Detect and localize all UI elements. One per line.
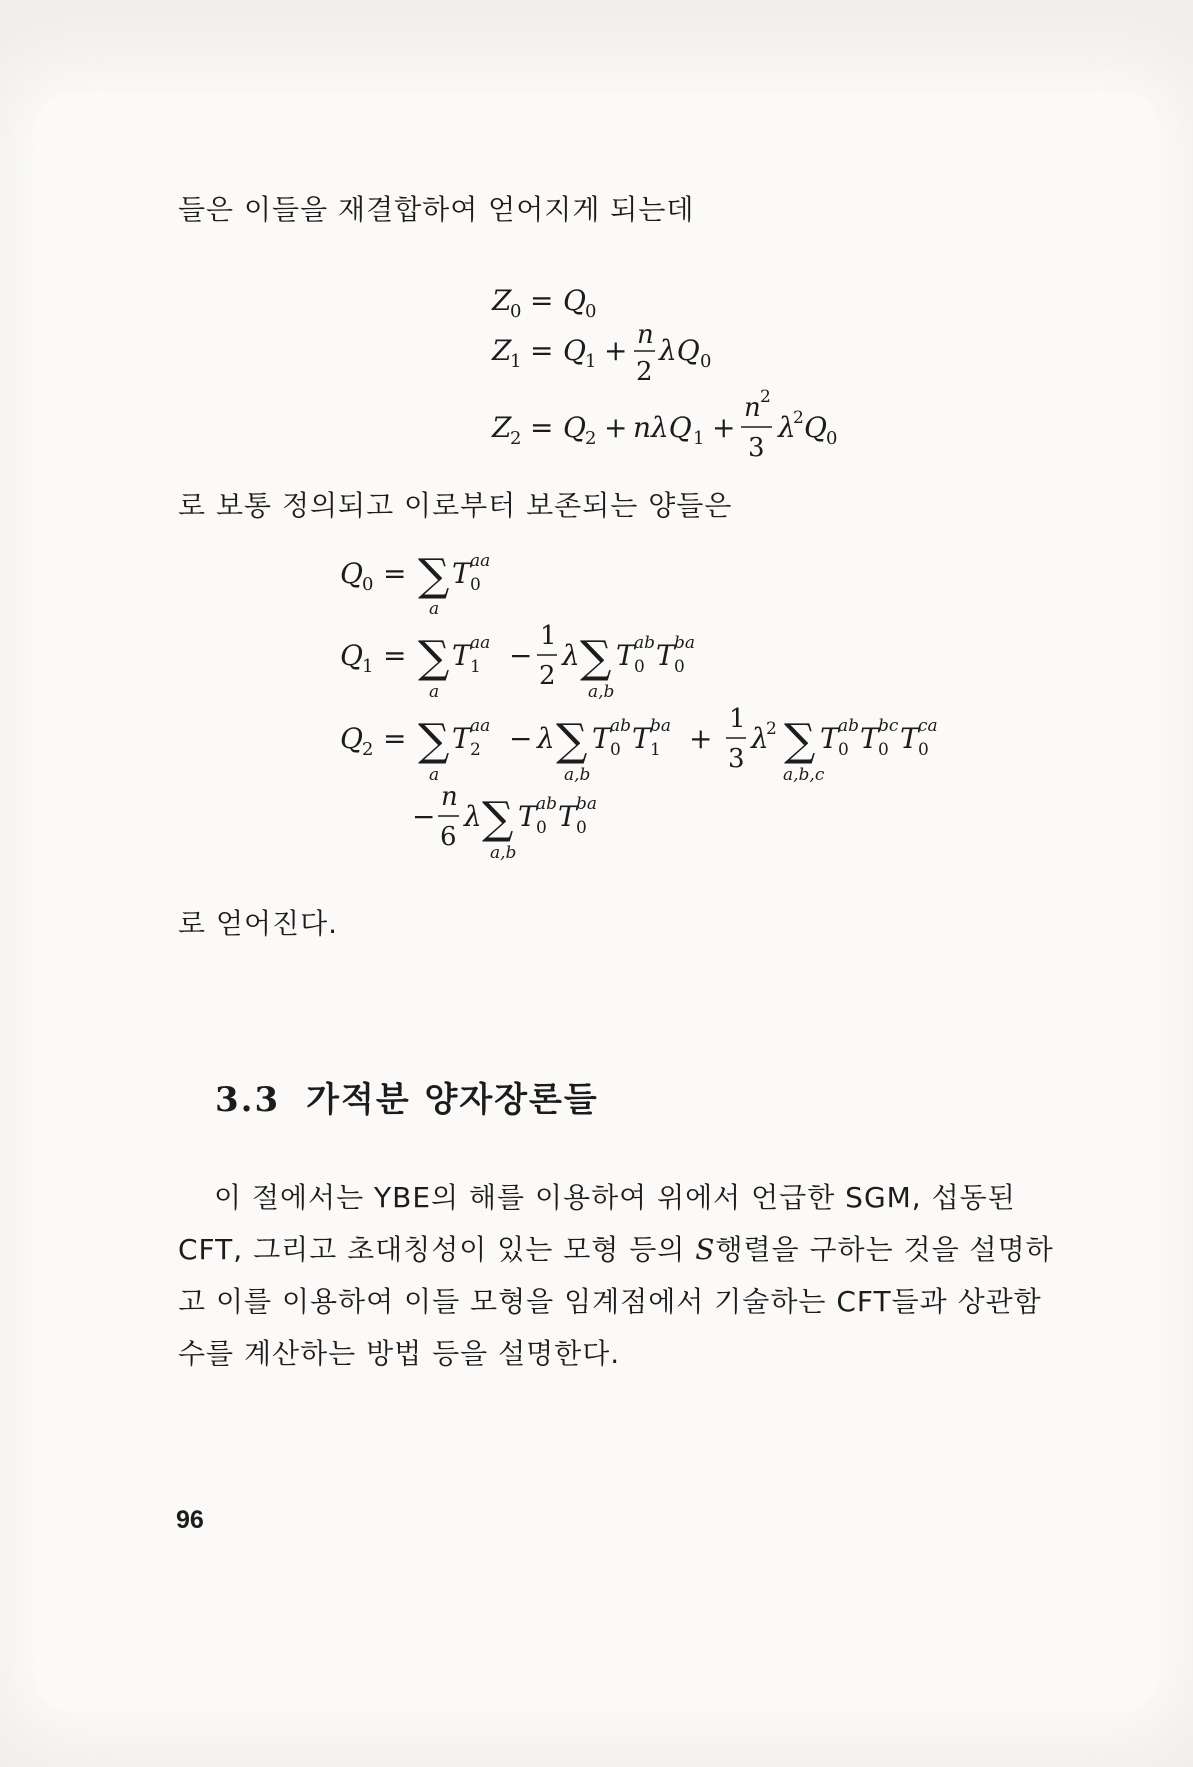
svg-text:λ: λ <box>537 722 555 755</box>
svg-text:Z: Z <box>492 411 512 444</box>
svg-text:0: 0 <box>838 740 849 760</box>
svg-text:Q: Q <box>340 639 363 672</box>
svg-text:aa: aa <box>470 716 491 736</box>
svg-text:T: T <box>518 800 537 833</box>
svg-text:+: + <box>689 722 713 755</box>
svg-text:1: 1 <box>585 351 597 372</box>
svg-text:λ: λ <box>464 800 482 833</box>
svg-text:∑: ∑ <box>418 550 450 601</box>
equation-q2-line2 <box>412 782 597 863</box>
equation-q1 <box>340 621 695 702</box>
svg-text:+: + <box>604 411 628 444</box>
svg-text:λ: λ <box>562 639 580 672</box>
svg-text:2: 2 <box>585 428 597 449</box>
svg-text:2: 2 <box>362 739 374 760</box>
svg-text:ab: ab <box>610 716 632 736</box>
svg-text:n: n <box>637 320 654 350</box>
page-number: 96 <box>176 1506 204 1534</box>
svg-text:a,b: a,b <box>588 682 615 702</box>
svg-text:=: = <box>383 557 407 590</box>
svg-text:1: 1 <box>729 704 746 734</box>
svg-text:aa: aa <box>470 633 491 653</box>
svg-text:0: 0 <box>674 657 685 677</box>
svg-text:0: 0 <box>470 575 481 595</box>
equation-z0 <box>491 284 596 322</box>
svg-text:a,b,c: a,b,c <box>783 765 825 785</box>
s-matrix-symbol: S <box>695 1233 716 1266</box>
svg-text:∑: ∑ <box>556 715 588 766</box>
svg-text:Z: Z <box>492 334 512 367</box>
section-title: 가적분 양자장론들 <box>306 1080 599 1120</box>
paragraph-part-1: 이 절에서는 YBE의 해를 이용하여 위에서 언급한 SGM, 섭동된 CFT, 그리고 초대칭성이 있는 모형 등의 <box>178 1181 1016 1266</box>
svg-text:−: − <box>412 800 436 833</box>
svg-text:2: 2 <box>470 740 481 760</box>
svg-text:6: 6 <box>440 822 457 852</box>
svg-text:Q: Q <box>563 411 586 444</box>
svg-text:0: 0 <box>918 740 929 760</box>
svg-text:a: a <box>429 682 440 702</box>
svg-text:λ: λ <box>778 411 796 444</box>
svg-text:0: 0 <box>536 818 547 838</box>
svg-text:∑: ∑ <box>418 632 450 683</box>
end-line: 로 얻어진다. <box>178 907 339 940</box>
svg-text:0: 0 <box>510 301 522 322</box>
svg-text:0: 0 <box>826 428 838 449</box>
svg-text:ab: ab <box>634 633 656 653</box>
svg-text:ba: ba <box>576 794 598 814</box>
svg-text:2: 2 <box>539 661 556 691</box>
svg-text:1: 1 <box>362 656 374 677</box>
svg-text:1: 1 <box>510 351 522 372</box>
svg-text:ab: ab <box>536 794 558 814</box>
svg-text:λ: λ <box>751 722 769 755</box>
svg-text:bc: bc <box>878 716 899 736</box>
svg-text:3: 3 <box>748 433 765 463</box>
equation-z1 <box>491 320 711 387</box>
svg-text:1: 1 <box>693 428 705 449</box>
svg-text:T: T <box>860 722 879 755</box>
svg-text:ab: ab <box>838 716 860 736</box>
svg-text:T: T <box>452 722 471 755</box>
svg-text:λQ: λQ <box>659 334 700 367</box>
svg-text:−: − <box>509 639 533 672</box>
svg-text:=: = <box>530 411 554 444</box>
mid-line: 로 보통 정의되고 이로부터 보존되는 양들은 <box>178 489 733 522</box>
svg-text:1: 1 <box>540 621 557 651</box>
section-number: 3.3 <box>215 1080 281 1120</box>
svg-text:0: 0 <box>585 301 597 322</box>
svg-text:0: 0 <box>362 574 374 595</box>
svg-text:a: a <box>429 599 440 619</box>
svg-text:T: T <box>592 722 611 755</box>
svg-text:a,b: a,b <box>564 765 591 785</box>
svg-text:Q: Q <box>340 557 363 590</box>
svg-text:1: 1 <box>470 657 481 677</box>
svg-text:=: = <box>383 722 407 755</box>
svg-text:∑: ∑ <box>580 632 612 683</box>
svg-text:=: = <box>530 334 554 367</box>
svg-text:Q: Q <box>563 334 586 367</box>
svg-text:2: 2 <box>510 428 522 449</box>
equation-z2 <box>491 387 837 463</box>
section-heading <box>215 1072 599 1121</box>
intro-line: 들은 이들을 재결합하여 얻어지게 되는데 <box>178 193 695 226</box>
equation-q2-line1 <box>340 704 938 785</box>
svg-text:n: n <box>441 782 458 812</box>
svg-text:+: + <box>712 411 736 444</box>
svg-text:0: 0 <box>878 740 889 760</box>
svg-text:T: T <box>558 800 577 833</box>
svg-text:nλQ: nλQ <box>633 411 692 444</box>
svg-text:0: 0 <box>700 351 712 372</box>
equation-q0 <box>340 550 490 619</box>
svg-text:∑: ∑ <box>418 715 450 766</box>
svg-text:Z: Z <box>492 284 512 317</box>
svg-text:2: 2 <box>760 387 771 407</box>
svg-text:T: T <box>900 722 919 755</box>
svg-text:Q: Q <box>563 284 586 317</box>
svg-text:2: 2 <box>636 357 653 387</box>
svg-text:a,b: a,b <box>490 843 517 863</box>
svg-text:2: 2 <box>793 408 804 428</box>
svg-text:a: a <box>429 765 440 785</box>
svg-text:T: T <box>452 639 471 672</box>
svg-text:=: = <box>530 284 554 317</box>
svg-text:∑: ∑ <box>784 715 816 766</box>
svg-text:1: 1 <box>650 740 661 760</box>
svg-text:3: 3 <box>728 744 745 774</box>
svg-text:0: 0 <box>610 740 621 760</box>
svg-text:0: 0 <box>634 657 645 677</box>
section-paragraph <box>178 1172 1058 1380</box>
svg-text:Q: Q <box>340 722 363 755</box>
paragraph-part-2: 행렬을 구하는 것을 설명하고 이를 이용하여 이들 모형을 임계점에서 기술하는 CFT들과 상관함수를 계산하는 방법 등을 설명한다. <box>178 1233 1054 1370</box>
svg-text:T: T <box>452 557 471 590</box>
svg-text:aa: aa <box>470 551 491 571</box>
svg-text:T: T <box>820 722 839 755</box>
svg-text:2: 2 <box>766 719 777 739</box>
svg-text:0: 0 <box>576 818 587 838</box>
svg-text:Q: Q <box>804 411 827 444</box>
svg-text:T: T <box>616 639 635 672</box>
svg-text:n: n <box>744 393 761 423</box>
svg-text:=: = <box>383 639 407 672</box>
svg-text:∑: ∑ <box>482 793 514 844</box>
svg-text:T: T <box>656 639 675 672</box>
svg-text:−: − <box>509 722 533 755</box>
svg-text:T: T <box>632 722 651 755</box>
svg-text:ba: ba <box>650 716 672 736</box>
svg-text:+: + <box>604 334 628 367</box>
svg-text:ba: ba <box>674 633 696 653</box>
svg-text:ca: ca <box>918 716 938 736</box>
